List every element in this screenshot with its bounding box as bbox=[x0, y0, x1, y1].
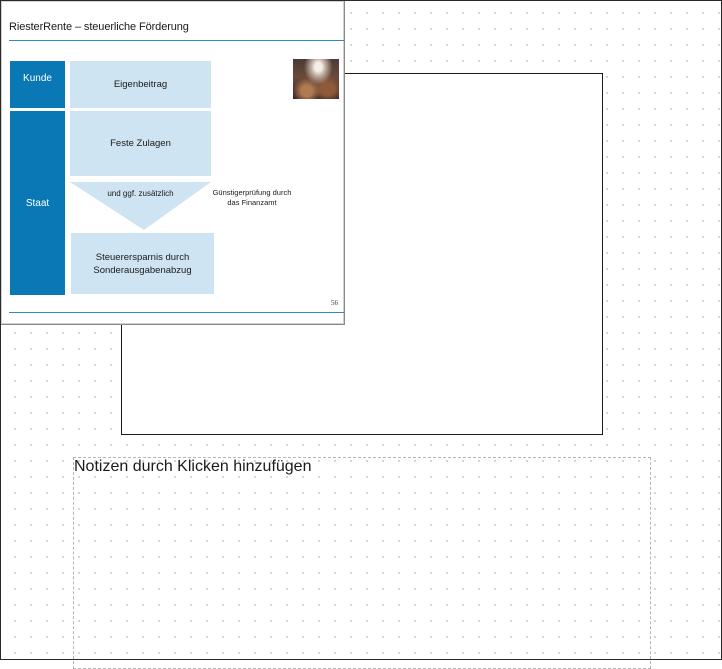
eigenbeitrag-label: Eigenbeitrag bbox=[113, 79, 168, 90]
slide-title: RiesterRente – steuerliche Förderung bbox=[9, 21, 189, 33]
concert-photo-icon bbox=[293, 59, 339, 99]
steuerersparnis-box bbox=[71, 233, 214, 294]
notes-placeholder[interactable] bbox=[73, 457, 651, 669]
slide-thumbnail[interactable] bbox=[1, 1, 345, 325]
kunde-label-box bbox=[10, 61, 65, 108]
steuerersparnis-label: Steuerersparnis durch Sonderausgabenabzug bbox=[93, 251, 192, 276]
feste-zulagen-label: Feste Zulagen bbox=[110, 138, 171, 149]
guenstigerpruefung-text: Günstigerprüfung durch das Finanzamt bbox=[212, 188, 292, 207]
zusaetzlich-label: und ggf. zusätzlich bbox=[107, 189, 174, 198]
staat-label-box bbox=[10, 111, 65, 295]
slide-page-number: 56 bbox=[331, 299, 338, 307]
notes-placeholder-text: Notizen durch Klicken hinzufügen bbox=[74, 458, 312, 475]
feste-zulagen-box bbox=[70, 111, 211, 176]
zusaetzlich-arrow bbox=[70, 182, 211, 230]
kunde-label: Kunde bbox=[23, 73, 52, 84]
title-rule bbox=[9, 40, 344, 41]
staat-label: Staat bbox=[25, 197, 50, 209]
eigenbeitrag-box bbox=[70, 61, 211, 108]
footer-rule bbox=[9, 312, 344, 313]
